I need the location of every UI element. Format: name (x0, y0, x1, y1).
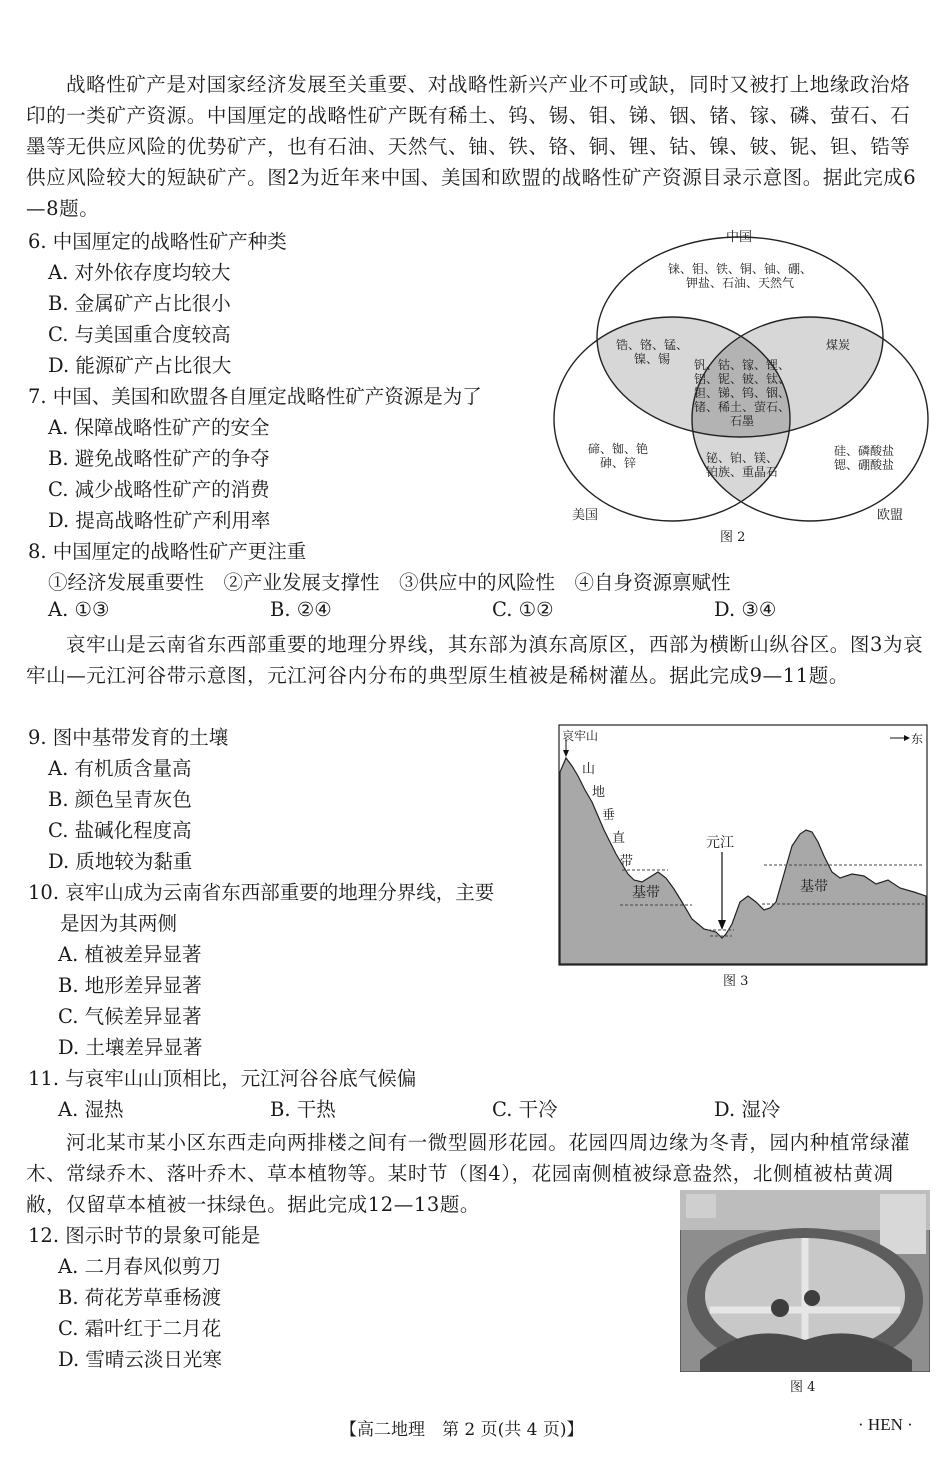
q9-option-a: A. 有机质含量高 (48, 757, 192, 780)
footer-code: · HEN · (858, 1415, 913, 1434)
q7-option-b: B. 避免战略性矿产的争夺 (48, 447, 270, 470)
intro-paragraph-2: 哀牢山是云南省东西部重要的地理分界线，其东部为滇东高原区，西部为横断山纵谷区。图3为哀牢山—元江河谷带示意图，元江河谷内分布的典型原生植被是稀树灌丛。据此完成9—11题。 (26, 633, 924, 687)
figure-2-venn (552, 222, 930, 547)
figure-4-caption: 图 4 (790, 1380, 816, 1395)
q8-items: ①经济发展重要性 ②产业发展支撑性 ③供应中的风险性 ④自身资源禀赋性 (48, 571, 731, 594)
q8-option-b: B. ②④ (270, 598, 332, 621)
venn-china-eu: 煤炭 (825, 338, 850, 352)
q11-option-a: A. 湿热 (58, 1098, 124, 1121)
venn-china-usa: 锆、铬、锰、 镍、锡 (615, 338, 688, 366)
fig3-label-base-left: 基带 (632, 885, 660, 901)
venn-label-china: 中国 (726, 230, 753, 245)
fig3-label-mountain: 哀牢山 (562, 729, 599, 743)
q6-option-d: D. 能源矿产占比很大 (48, 354, 232, 377)
q8-option-c: C. ①② (492, 598, 554, 621)
q6-option-b: B. 金属矿产占比很小 (48, 292, 231, 315)
q12-stem: 12. 图示时节的景象可能是 (28, 1224, 261, 1247)
q8-option-d: D. ③④ (714, 598, 777, 621)
intro-paragraph-1: 战略性矿产是对国家经济发展至关重要、对战略性新兴产业不可或缺，同时又被打上地缘政治烙印的一类矿产资源。中国厘定的战略性矿产既有稀土、钨、锡、钼、锑、铟、锗、镓、磷、萤石、石墨等无供应风险的优势矿产，也有石油、天然气、铀、铁、铬、铜、锂、钴、镍、铍、铌、钽、锆等供应风险较大的短缺矿产。图2为近年来中国、美国和欧盟的战略性矿产资源目录示意图。据此完成6—8题。 (26, 73, 917, 220)
fig3-label-base-right: 基带 (800, 879, 828, 895)
q11-option-d: D. 湿冷 (714, 1098, 781, 1121)
figure-3-caption: 图 3 (723, 974, 749, 989)
fig3-vertical-5: 带 (620, 854, 634, 869)
fig3-label-river: 元江 (706, 835, 734, 851)
q12-option-b: B. 荷花芳草垂杨渡 (58, 1286, 222, 1309)
fig3-vertical-3: 垂 (602, 808, 616, 823)
venn-usa-eu: 铋、铂、镁、 铂族、重晶石 (705, 451, 778, 479)
fig3-vertical-4: 直 (612, 831, 626, 846)
venn-eu-only: 硅、磷酸盐 锶、硼酸盐 (833, 444, 894, 472)
q10-stem-line-1: 10. 哀牢山成为云南省东西部重要的地理分界线，主要 (28, 881, 495, 904)
q10-option-d: D. 土壤差异显著 (58, 1036, 203, 1059)
q8-option-a: A. ①③ (48, 598, 110, 621)
q10-option-a: A. 植被差异显著 (58, 943, 202, 966)
q11-stem: 11. 与哀牢山山顶相比，元江河谷谷底气候偏 (28, 1067, 417, 1090)
q11-option-c: C. 干冷 (492, 1098, 558, 1121)
q9-stem: 9. 图中基带发育的土壤 (28, 726, 229, 749)
garden-tree-left (771, 1299, 789, 1317)
q7-stem: 7. 中国、美国和欧盟各自厘定战略性矿产资源是为了 (28, 385, 482, 408)
q7-option-d: D. 提高战略性矿产利用率 (48, 509, 271, 532)
q9-option-b: B. 颜色呈青灰色 (48, 788, 192, 811)
q12-option-c: C. 霜叶红于二月花 (58, 1317, 222, 1340)
venn-usa-only: 碲、铷、铯 砷、锌 (587, 442, 648, 470)
q8-stem: 8. 中国厘定的战略性矿产更注重 (28, 540, 307, 563)
garden-tree-right (804, 1290, 820, 1306)
venn-label-eu: 欧盟 (877, 508, 904, 523)
venn-label-usa: 美国 (572, 508, 599, 523)
q6-option-a: A. 对外依存度均较大 (48, 261, 231, 284)
q12-option-a: A. 二月春风似剪刀 (58, 1255, 221, 1278)
q12-option-d: D. 雪晴云淡日光寒 (58, 1348, 222, 1371)
q10-option-c: C. 气候差异显著 (58, 1005, 202, 1028)
intro-paragraph-3: 河北某市某小区东西走向两排楼之间有一微型圆形花园。花园四周边缘为冬青，园内种植常绿灌木、常绿乔木、落叶乔木、草本植物等。某时节（图4），花园南侧植被绿意盎然，北侧植被枯黄凋敝，仅留草本植被一抹绿色。据此完成12—13题。 (26, 1131, 911, 1216)
q7-option-c: C. 减少战略性矿产的消费 (48, 478, 270, 501)
page-footer: 【高二地理 第 2 页(共 4 页)】 (340, 1420, 584, 1440)
fig3-vertical-1: 山 (582, 762, 596, 777)
fig3-vertical-2: 地 (592, 785, 606, 800)
venn-all-three: 钒、钴、镓、锂、 铝、铌、铍、钛、 钽、锑、钨、铟、 锗、稀土、萤石、 石墨 (693, 358, 790, 428)
q6-option-c: C. 与美国重合度较高 (48, 323, 231, 346)
fig3-label-east: 东 (911, 732, 924, 746)
q10-option-b: B. 地形差异显著 (58, 974, 202, 997)
q10-stem-line-2: 是因为其两侧 (60, 912, 178, 935)
figure-3-profile (558, 724, 930, 992)
q11-option-b: B. 干热 (270, 1098, 336, 1121)
figure-2-caption: 图 2 (720, 530, 746, 545)
venn-china-only: 铼、钼、铁、铜、铀、硼、 钾盐、石油、天然气 (667, 262, 812, 290)
q6-stem: 6. 中国厘定的战略性矿产种类 (28, 230, 287, 253)
q7-option-a: A. 保障战略性矿产的安全 (48, 416, 270, 439)
q9-option-d: D. 质地较为黏重 (48, 850, 193, 873)
figure-4-garden-photo (680, 1190, 930, 1395)
q9-option-c: C. 盐碱化程度高 (48, 819, 192, 842)
